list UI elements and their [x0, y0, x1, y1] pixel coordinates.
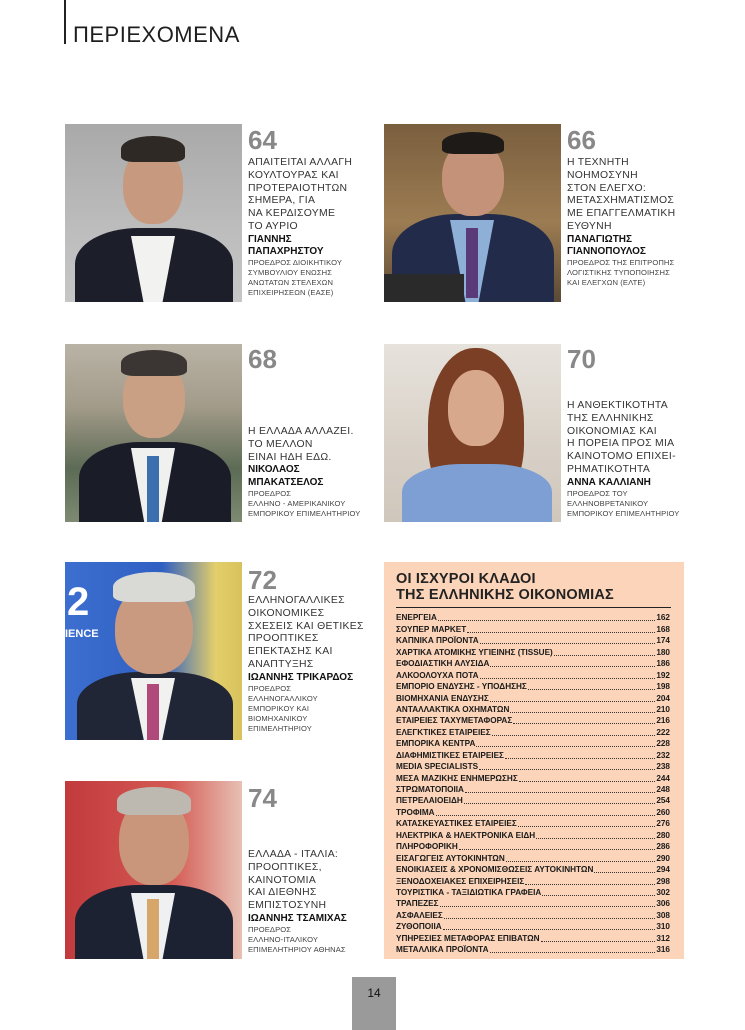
dot-leader	[518, 826, 656, 827]
sector-page: 254	[656, 796, 670, 806]
page-number: 14	[367, 986, 381, 1000]
sector-page: 192	[656, 670, 670, 680]
dot-leader	[436, 815, 656, 816]
author-role: ΠΡΟΕΔΡΟΣ ΕΛΛΗΝΟΓΑΛΛΙΚΟΥ ΕΜΠΟΡΙΚΟΥ ΚΑΙ ΒΙΟΜΗΧΑΝΙΚΟΥ ΕΠΙΜΕΛΗΤΗΡΙΟΥ	[248, 683, 318, 733]
sector-item[interactable]	[396, 623, 670, 634]
dot-leader	[479, 769, 655, 770]
sector-page: 260	[656, 807, 670, 817]
dot-leader	[541, 941, 656, 942]
sector-page: 180	[656, 647, 670, 657]
portrait-photo-66	[384, 124, 561, 302]
sector-label: ΞΕΝΟΔΟΧΕΙΑΚΕΣ ΕΠΙΧΕΙΡΗΣΕΙΣ	[396, 876, 525, 886]
sector-item[interactable]	[396, 841, 670, 852]
article-title: ΕΛΛΑΔΑ - ΙΤΑΛΙΑ: ΠΡΟΟΠΤΙΚΕΣ, ΚΑΙΝΟΤΟΜΙΑ ΚΑΙ ΔΙΕΘΝΗΣ ΕΜΠΙΣΤΟΣΥΝΗ	[248, 849, 339, 912]
dot-leader	[528, 689, 655, 690]
page-number-tab	[352, 977, 396, 1030]
sector-item[interactable]	[396, 749, 670, 760]
sector-label: ΕΙΣΑΓΩΓΕΙΣ ΑΥΤΟΚΙΝΗΤΩΝ	[396, 853, 505, 863]
dot-leader	[476, 746, 655, 747]
sector-label: ΕΝΟΙΚΙΑΣΕΙΣ & ΧΡΟΝΟΜΙΣΘΩΣΕΙΣ ΑΥΤΟΚΙΝΗΤΩΝ	[396, 865, 594, 875]
dot-leader	[492, 735, 656, 736]
dot-leader	[490, 701, 656, 702]
sector-page: 302	[656, 887, 670, 897]
dot-leader	[505, 758, 655, 759]
dot-leader	[510, 712, 655, 713]
dot-leader	[480, 678, 656, 679]
sector-item[interactable]	[396, 818, 670, 829]
author-name: ΙΩΑΝΝΗΣ ΤΣΑΜΙΧΑΣ	[248, 912, 347, 924]
sector-label: ΕΦΟΔΙΑΣΤΙΚΗ ΑΛΥΣΙΔΑ	[396, 659, 490, 669]
author-name: ΠΑΝΑΓΙΩΤΗΣ ΓΙΑΝΝΟΠΟΥΛΟΣ	[567, 233, 646, 257]
article-title: ΑΠΑΙΤΕΙΤΑΙ ΑΛΛΑΓΗ ΚΟΥΛΤΟΥΡΑΣ ΚΑΙ ΠΡΟΤΕΡΑΙΟΤΗΤΩΝ ΣΗΜΕΡΑ, ΓΙΑ ΝΑ ΚΕΡΔΙΣΟΥΜΕ ΤΟ ΑΥΡΙΟ	[248, 157, 353, 232]
sector-label: ΕΜΠΟΡΙΟ ΕΝΔΥΣΗΣ - ΥΠΟΔΗΣΗΣ	[396, 682, 527, 692]
article-title: Η ΤΕΧΝΗΤΗ ΝΟΗΜΟΣΥΝΗ ΣΤΟΝ ΕΛΕΓΧΟ: ΜΕΤΑΣΧΗΜΑΤΙΣΜΟΣ ΜΕ ΕΠΑΓΓΕΛΜΑΤΙΚΗ ΕΥΘΥΝΗ	[567, 157, 676, 232]
sector-page: 186	[656, 659, 670, 669]
article-page-number: 64	[248, 125, 277, 155]
dot-leader	[465, 792, 655, 793]
sector-item[interactable]	[396, 726, 670, 737]
sector-item[interactable]	[396, 692, 670, 703]
backdrop-text: IENCE	[65, 628, 99, 640]
author-role: ΠΡΟΕΔΡΟΣ ΔΙΟΙΚΗΤΙΚΟΥ ΣΥΜΒΟΥΛΙΟΥ ΕΝΩΣΗΣ ΑΝΩΤΑΤΩΝ ΣΤΕΛΕΧΩΝ ΕΠΙΧΕΙΡΗΣΕΩΝ (ΕΑΣΕ)	[248, 258, 343, 298]
dot-leader	[467, 632, 655, 633]
sector-page: 232	[656, 750, 670, 760]
author-name: ΑΝΝΑ ΚΑΛΛΙΑΝΗ	[567, 476, 651, 488]
author-role: ΠΡΟΕΔΡΟΣ ΤΟΥ ΕΛΛΗΝΟΒΡΕΤΑΝΙΚΟΥ ΕΜΠΟΡΙΚΟΥ ΕΠΙΜΕΛΗΤΗΡΙΟΥ	[567, 488, 680, 518]
sector-item[interactable]	[396, 784, 670, 795]
article-title: ΕΛΛΗΝΟΓΑΛΛΙΚΕΣ ΟΙΚΟΝΟΜΙΚΕΣ ΣΧΕΣΕΙΣ ΚΑΙ ΘΕΤΙΚΕΣ ΠΡΟΟΠΤΙΚΕΣ ΕΠΕΚΤΑΣΗΣ ΚΑΙ ΑΝΑΠΤΥΞΗΣ	[248, 595, 364, 670]
article-entry-68[interactable]	[248, 346, 378, 519]
dot-leader	[506, 861, 656, 862]
header-rule	[64, 0, 66, 44]
portrait-photo-72	[65, 562, 242, 740]
sector-page: 298	[656, 876, 670, 886]
sector-label: MEDIA SPECIALISTS	[396, 762, 479, 772]
sector-item[interactable]	[396, 772, 670, 783]
sector-label: ΑΛΚΟΟΛΟΥΧΑ ΠΟΤΑ	[396, 670, 479, 680]
article-page-number: 68	[248, 344, 277, 374]
sector-label: ΕΜΠΟΡΙΚΑ ΚΕΝΤΡΑ	[396, 739, 476, 749]
sector-item[interactable]	[396, 909, 670, 920]
sector-item[interactable]	[396, 795, 670, 806]
dot-leader	[443, 929, 656, 930]
sector-item[interactable]	[396, 646, 670, 657]
sector-label: ΣΤΡΩΜΑΤΟΠΟΙΙΑ	[396, 785, 464, 794]
article-page-number: 74	[248, 783, 277, 813]
dot-leader	[459, 849, 656, 850]
sector-label: ΚΑΤΑΣΚΕΥΑΣΤΙΚΕΣ ΕΤΑΙΡΕΙΕΣ	[396, 819, 517, 829]
sector-label: ΚΑΠΝΙΚΑ ΠΡΟΪΟΝΤΑ	[396, 636, 479, 646]
article-page-number: 70	[567, 344, 596, 374]
sector-page: 204	[656, 693, 670, 703]
sector-page: 174	[656, 636, 670, 646]
sector-item[interactable]	[396, 761, 670, 772]
sector-label: ΖΥΘΟΠΟΙΙΑ	[396, 922, 442, 932]
dot-leader	[594, 872, 655, 873]
dot-leader	[438, 620, 655, 621]
dot-leader	[444, 918, 656, 919]
author-name: ΝΙΚΟΛΑΟΣ ΜΠΑΚΑΤΣΕΛΟΣ	[248, 464, 324, 488]
article-title: Η ΑΝΘΕΚΤΙΚΟΤΗΤΑ ΤΗΣ ΕΛΛΗΝΙΚΗΣ ΟΙΚΟΝΟΜΙΑΣ ΚΑΙ Η ΠΟΡΕΙΑ ΠΡΟΣ ΜΙΑ ΚΑΙΝΟΤΟΜΟ ΕΠΙΧΕΙ- ΡΗΜΑΤΙΚΟΤΗΤΑ	[567, 400, 676, 475]
sector-page: 276	[656, 819, 670, 829]
sector-page: 286	[656, 842, 670, 852]
sector-item[interactable]	[396, 852, 670, 863]
dot-leader	[554, 655, 656, 656]
sector-page: 210	[656, 704, 670, 714]
sector-page: 168	[656, 624, 670, 634]
article-entry-66[interactable]	[567, 127, 697, 288]
sectors-list	[396, 612, 670, 955]
sector-page: 162	[656, 613, 670, 623]
sector-item[interactable]	[396, 944, 670, 955]
sector-page: 222	[656, 727, 670, 737]
sector-label: ΤΡΑΠΕΖΕΣ	[396, 899, 439, 909]
sector-item[interactable]	[396, 738, 670, 749]
sector-label: ΕΝΕΡΓΕΙΑ	[396, 613, 437, 623]
sector-page: 306	[656, 899, 670, 909]
dot-leader	[490, 952, 656, 953]
sector-label: ΤΟΥΡΙΣΤΙΚΑ - ΤΑΞΙΔΙΩΤΙΚΑ ΓΡΑΦΕΙΑ	[396, 887, 542, 897]
article-page-number: 72	[248, 565, 277, 595]
sector-page: 310	[656, 922, 670, 932]
sector-item[interactable]	[396, 806, 670, 817]
sector-label: ΥΠΗΡΕΣΙΕΣ ΜΕΤΑΦΟΡΑΣ ΕΠΙΒΑΤΩΝ	[396, 933, 540, 943]
sector-page: 290	[656, 853, 670, 863]
portrait-photo-74	[65, 781, 242, 959]
dot-leader	[536, 838, 655, 839]
sector-item[interactable]	[396, 887, 670, 898]
article-title: Η ΕΛΛΑΔΑ ΑΛΛΑΖΕΙ. ΤΟ ΜΕΛΛΟΝ ΕΙΝΑΙ ΗΔΗ ΕΔΩ.	[248, 426, 354, 463]
sector-page: 244	[656, 773, 670, 783]
sector-label: ΠΕΤΡΕΛΑΙΟΕΙΔΗ	[396, 796, 463, 806]
dot-leader	[490, 666, 655, 667]
author-role: ΠΡΟΕΔΡΟΣ ΕΛΛΗΝΟ - ΑΜΕΡΙΚΑΝΙΚΟΥ ΕΜΠΟΡΙΚΟΥ ΕΠΙΜΕΛΗΤΗΡΙΟΥ	[248, 488, 361, 518]
sector-page: 316	[656, 945, 670, 955]
sector-item[interactable]	[396, 681, 670, 692]
sector-label: ΜΕΣΑ ΜΑΖΙΚΗΣ ΕΝΗΜΕΡΩΣΗΣ	[396, 773, 518, 783]
sector-item[interactable]	[396, 898, 670, 909]
sector-label: ΤΡΟΦΙΜΑ	[396, 807, 435, 817]
sector-page: 238	[656, 762, 670, 772]
author-role: ΠΡΟΕΔΡΟΣ ΤΗΣ ΕΠΙΤΡΟΠΗΣ ΛΟΓΙΣΤΙΚΗΣ ΤΥΠΟΠΟΙΗΣΗΣ ΚΑΙ ΕΛΕΓΧΩΝ (ΕΛΤΕ)	[567, 258, 675, 288]
sector-label: ΜΕΤΑΛΛΙΚΑ ΠΡΟΪΟΝΤΑ	[396, 945, 489, 955]
dot-leader	[519, 781, 656, 782]
dot-leader	[440, 906, 656, 907]
sector-page: 248	[656, 785, 670, 794]
sector-label: ΕΛΕΓΚΤΙΚΕΣ ΕΤΑΙΡΕΙΕΣ	[396, 727, 491, 737]
sector-page: 198	[656, 682, 670, 692]
sector-item[interactable]	[396, 715, 670, 726]
sector-label: ΧΑΡΤΙΚΑ ΑΤΟΜΙΚΗΣ ΥΓΙΕΙΝΗΣ (TISSUE)	[396, 647, 553, 657]
dot-leader	[525, 884, 655, 885]
page-title: ΠΕΡΙΕΧΟΜΕΝΑ	[73, 22, 240, 47]
sector-item[interactable]	[396, 704, 670, 715]
dot-leader	[513, 723, 655, 724]
dot-leader	[480, 643, 656, 644]
sector-item[interactable]	[396, 864, 670, 875]
article-entry-74[interactable]	[248, 785, 378, 955]
sector-item[interactable]	[396, 921, 670, 932]
sector-label: ΑΣΦΑΛΕΙΕΣ	[396, 910, 443, 920]
portrait-photo-64	[65, 124, 242, 302]
sector-page: 308	[656, 910, 670, 920]
backdrop-digit: 2	[67, 580, 90, 624]
sector-label: ΒΙΟΜΗΧΑΝΙΑ ΕΝΔΥΣΗΣ	[396, 693, 489, 703]
author-name: ΓΙΑΝΝΗΣ ΠΑΠΑΧΡΗΣΤΟΥ	[248, 233, 324, 257]
sector-item[interactable]	[396, 875, 670, 886]
sector-page: 216	[656, 716, 670, 726]
sector-label: ΑΝΤΑΛΛΑΚΤΙΚΑ ΟΧΗΜΑΤΩΝ	[396, 704, 510, 714]
article-entry-70[interactable]	[567, 346, 697, 519]
sector-label: ΕΤΑΙΡΕΙΕΣ ΤΑΧΥΜΕΤΑΦΟΡΑΣ	[396, 716, 513, 726]
sector-item[interactable]	[396, 658, 670, 669]
sector-label: ΔΙΑΦΗΜΙΣΤΙΚΕΣ ΕΤΑΙΡΕΙΕΣ	[396, 750, 504, 760]
sector-label: ΗΛΕΚΤΡΙΚΑ & ΗΛΕΚΤΡΟΝΙΚΑ ΕΙΔΗ	[396, 830, 536, 840]
author-name: ΙΩΑΝΝΗΣ ΤΡΙΚΑΡΔΟΣ	[248, 671, 354, 683]
sector-item[interactable]	[396, 829, 670, 840]
dot-leader	[542, 895, 655, 896]
author-role: ΠΡΟΕΔΡΟΣ ΕΛΛΗΝΟ-ΙΤΑΛΙΚΟΥ ΕΠΙΜΕΛΗΤΗΡΙΟΥ ΑΘΗΝΑΣ	[248, 925, 346, 955]
dot-leader	[464, 803, 655, 804]
sector-page: 294	[656, 865, 670, 875]
sector-item[interactable]	[396, 932, 670, 943]
sectors-heading: ΟΙ ΙΣΧΥΡΟΙ ΚΛΑΔΟΙ ΤΗΣ ΕΛΛΗΝΙΚΗΣ ΟΙΚΟΝΟΜΙΑΣ	[396, 571, 614, 603]
sectors-divider	[396, 607, 671, 608]
article-entry-64[interactable]	[248, 127, 378, 298]
sector-page: 312	[656, 933, 670, 943]
article-entry-72[interactable]	[248, 567, 378, 734]
sector-item[interactable]	[396, 669, 670, 680]
sector-item[interactable]	[396, 612, 670, 623]
sector-page: 280	[656, 830, 670, 840]
sector-page: 228	[656, 739, 670, 749]
sector-label: ΠΛΗΡΟΦΟΡΙΚΗ	[396, 842, 458, 852]
article-page-number: 66	[567, 125, 596, 155]
portrait-photo-70	[384, 344, 561, 522]
sector-label: ΣΟΥΠΕΡ ΜΑΡΚΕΤ	[396, 624, 467, 634]
portrait-photo-68	[65, 344, 242, 522]
sector-item[interactable]	[396, 635, 670, 646]
